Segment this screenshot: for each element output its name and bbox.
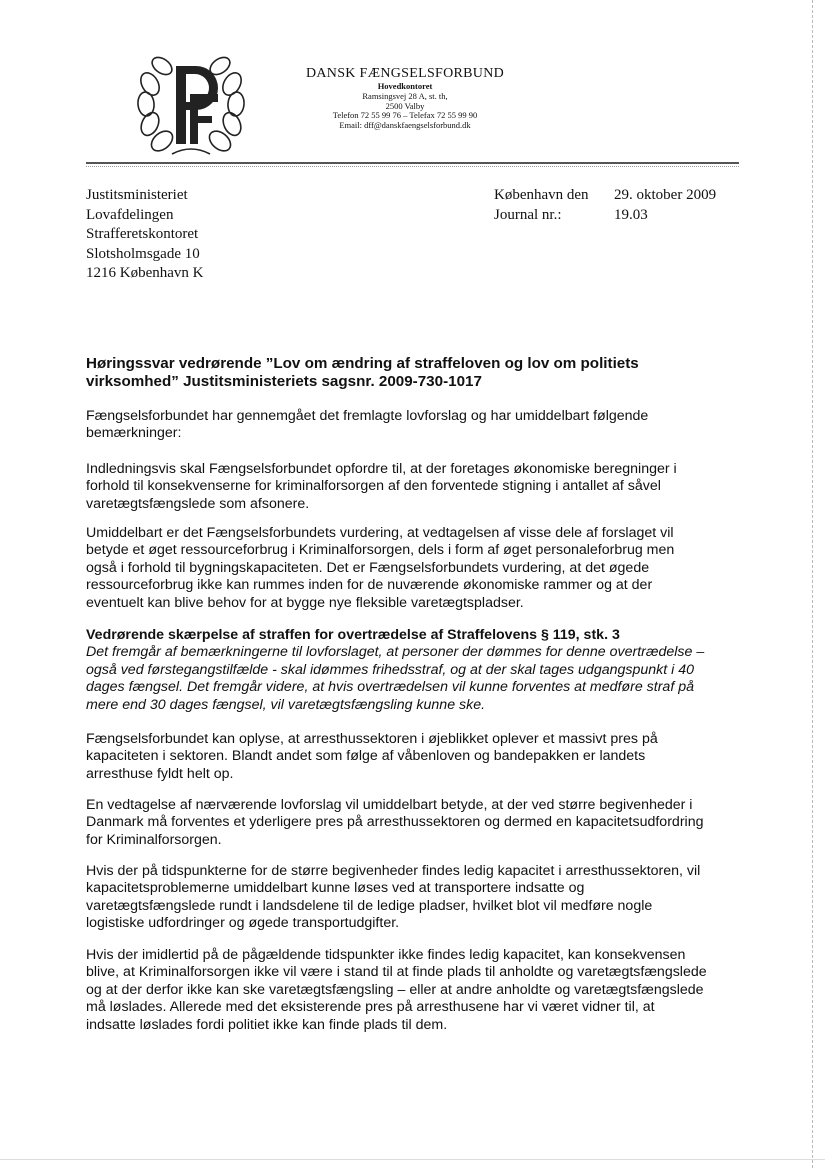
scan-edge [812,0,813,1168]
letter-meta [494,186,716,225]
header-rule-dotted [86,166,739,167]
journal-label: Journal nr.: [494,206,562,223]
office-street: Ramsingsvej 28 A, st. th, [362,90,448,101]
recipient-line: Justitsministeriet [86,187,188,203]
paragraph-consequence [86,947,726,1034]
header-rule [86,162,739,164]
office-phone: Telefon 72 55 99 76 – Telefax 72 55 99 90 [332,110,478,121]
paragraph-transport [86,863,726,933]
recipient-line: 1216 København K [86,265,204,281]
text-line: for Kriminalforsorgen. [86,831,222,848]
text-line: varetægtsfængslede som afsonere. [86,495,310,512]
recipient-address [86,186,203,284]
paragraph-capacity [86,731,726,783]
text-line: Indledningsvis skal Fængselsforbundet opfordre til, at der foretages økonomiske beregninger i [86,461,677,477]
text-line: også i forhold til bygningskapaciteten. Det er Fængselsforbundets vurdering, at det øgede [86,559,650,576]
text-line: ressourceforbrug ikke kan rummes inden for de nuværende økonomiske rammer og at der [86,577,653,594]
text-line: dages fængsel. Det fremgår videre, at hvis overtrædelsen vil kunne forventes at medføre straf på [86,679,694,696]
text-line: varetægtsfængslede rundt i landsdelene til de ledige pladser, hvilket blot vil medføre nogle [86,897,653,914]
text-line: Det fremgår af bemærkningerne til lovforslaget, at personer der dømmes for denne overtrædelse – [86,644,705,661]
text-line: indsatte løslades fordi politiet ikke kan finde plads til dem. [86,1016,448,1033]
recipient-line: Strafferetskontoret [86,226,199,242]
letter-title [86,355,726,391]
text-line: kapaciteten i sektoren. Blandt andet som følge af våbenloven og bandepakken er landets [86,748,646,765]
text-line: og at der derfor ikke kan ske varetægtsfængsling – eller at andre anholdte og varetægtsfængslede [86,981,704,998]
text-line: mere end 30 dages fængsel, vil varetægtsfængsling kunne ske. [86,696,486,713]
text-line: Hvis der på tidspunkterne for de større begivenheder findes ledig kapacitet i arresthussektoren, vil [86,863,701,879]
text-line: blive, at Kriminalforsorgen ikke vil være i stand til at finde plads til anholdte og varetægtsfængslede [86,964,707,981]
recipient-line: Lovafdelingen [86,206,174,223]
title-line: virksomhed” Justitsministeriets sagsnr. 2009-730-1017 [86,373,482,390]
place-label: København den [494,187,589,203]
text-line: arresthuse fyldt helt op. [86,765,234,782]
recipient-line: Slotsholmsgade 10 [86,245,200,262]
text-line: Danmark må forventes et yderligere pres på arresthussektoren og dermed en kapacitetsudfordring [86,814,704,831]
office-city: 2500 Valby [385,100,425,111]
text-line: Fængselsforbundet har gennemgået det fremlagte lovforslag og har umiddelbart følgende [86,408,649,424]
text-line: En vedtagelse af nærværende lovforslag vil umiddelbart betyde, at der ved større begivenheder i [86,797,693,813]
dansk-faengselsforbund-logo [132,44,250,162]
paragraph-intro [86,408,726,443]
scan-bottom-edge [0,1159,825,1160]
section-heading: Vedrørende skærpelse af straffen for overtrædelse af Straffelovens § 119, stk. 3 [86,627,620,643]
section-119 [86,627,726,714]
text-line: kapacitetsproblemerne umiddelbart kunne løses ved at transportere indsatte og [86,880,585,897]
text-line: Hvis der imidlertid på de pågældende tidspunkter ikke findes ledig kapacitet, kan konsekvensen [86,947,686,963]
paragraph-economics [86,461,726,513]
letterhead [300,66,510,131]
text-line: også ved førstegangstilfælde - skal idømmes frihedsstraf, og at der skal tages udgangspunkt i 40 [86,661,695,678]
paragraph-events [86,797,726,849]
text-line: Fængselsforbundet kan oplyse, at arresthussektoren i øjeblikket oplever et massivt pres på [86,731,658,747]
text-line: logistiske udfordringer og øgede transportudgifter. [86,915,400,932]
office-label: Hovedkontoret [377,81,433,92]
text-line: bemærkninger: [86,425,182,442]
letter-date: 29. oktober 2009 [614,187,717,203]
text-line: forhold til konsekvenserne for kriminalforsorgen af den forventede stigning i antallet af såvel [86,478,661,495]
text-line: Umiddelbart er det Fængselsforbundets vurdering, at vedtagelsen af visse dele af forslaget vil [86,525,674,541]
title-line: Høringssvar vedrørende ”Lov om ændring af straffeloven og lov om politiets [86,355,639,372]
org-name: DANSK FÆNGSELSFORBUND [305,66,505,81]
text-line: eventuelt kan blive behov for at bygge nye fleksible varetægtspladser. [86,594,524,611]
journal-number: 19.03 [614,206,648,223]
office-email: Email: dff@danskfaengselsforbund.dk [339,120,471,131]
text-line: må løslades. Allerede med det eksisterende pres på arresthusene har vi været vidner til, at [86,999,655,1016]
paragraph-assessment [86,525,726,612]
text-line: betyde et øget ressourceforbrug i Kriminalforsorgen, dels i form af øget personaleforbrug men [86,542,675,559]
